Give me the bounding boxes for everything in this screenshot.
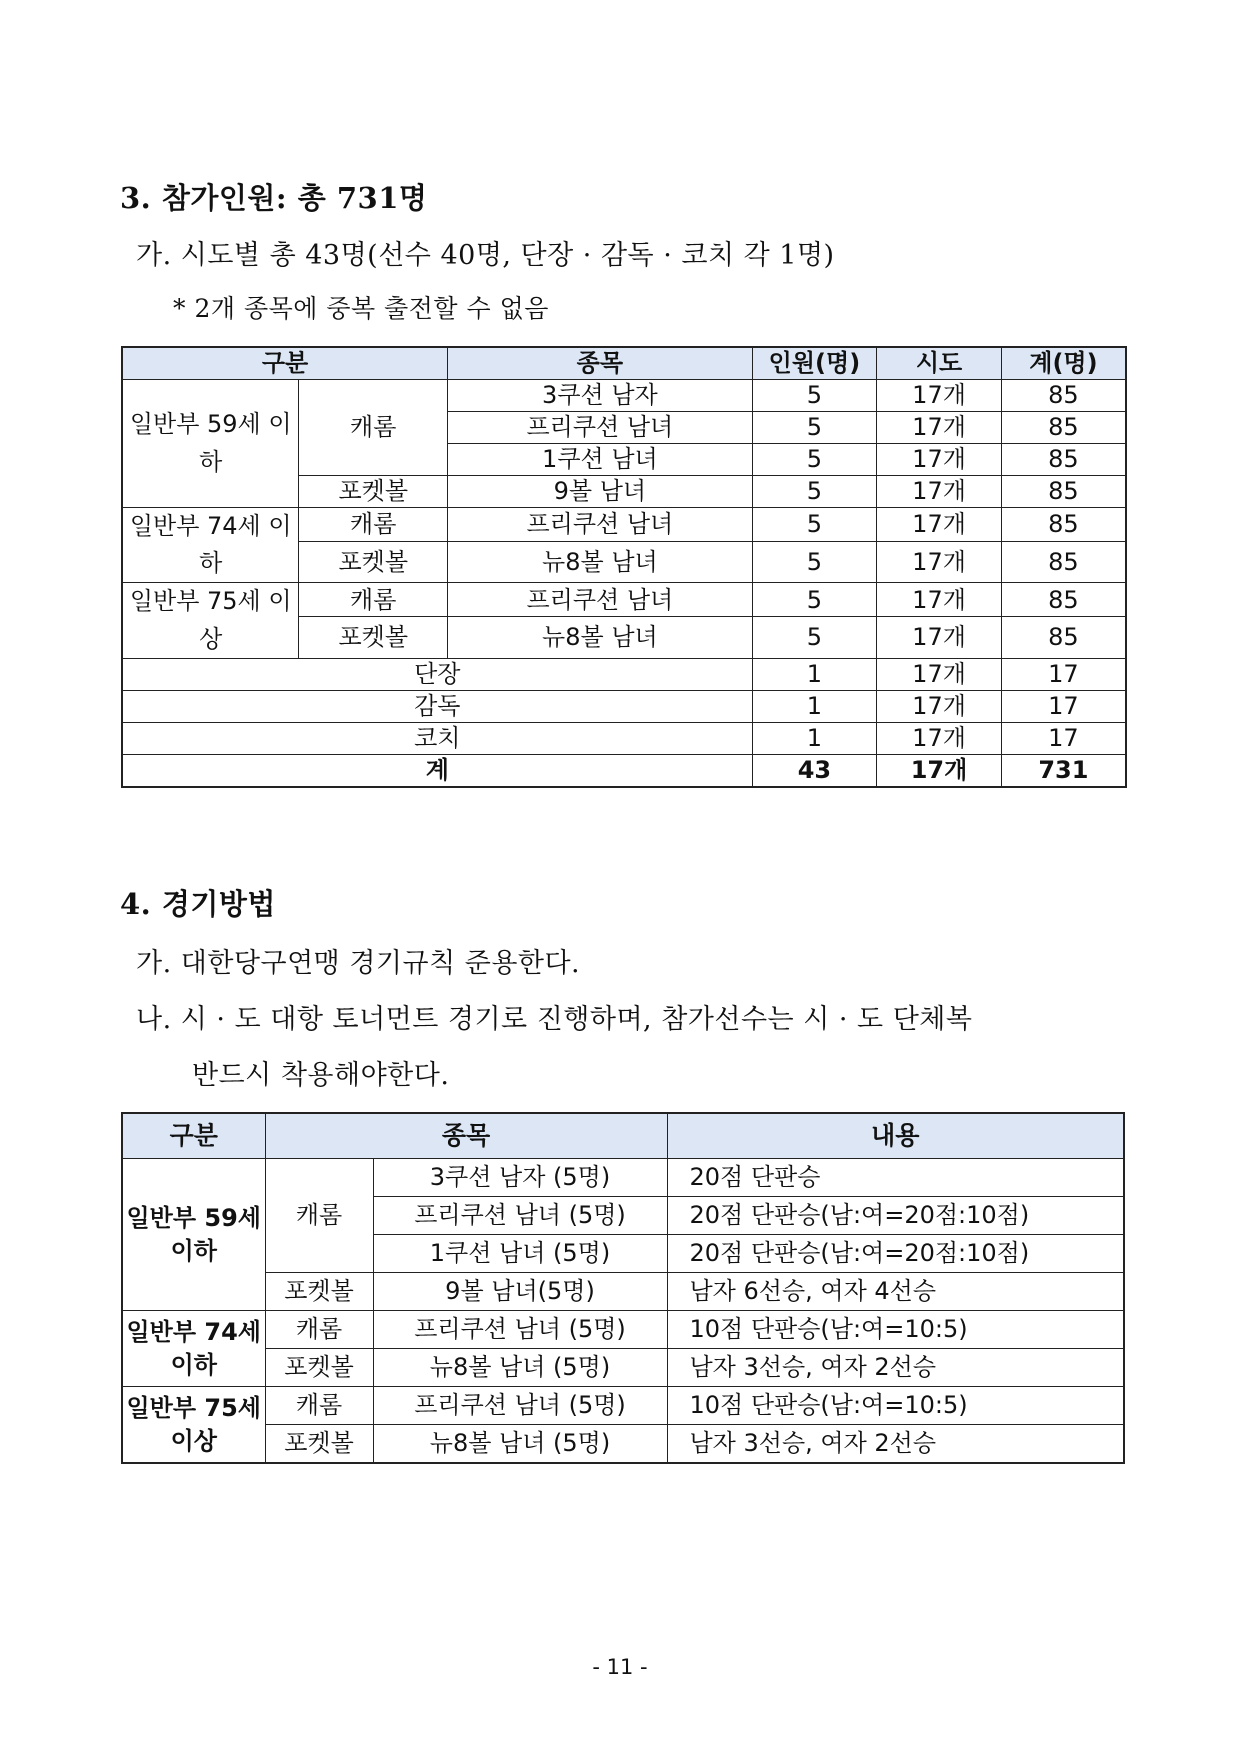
- event-cell: 9볼 남녀: [448, 476, 753, 508]
- group-cell: 일반부 75세 이상: [122, 583, 299, 658]
- sum-label-cell: 계: [122, 754, 752, 787]
- content-cell: 남자 6선승, 여자 4선승: [667, 1273, 1124, 1311]
- participants-table: [121, 346, 1127, 788]
- table-row: [122, 658, 1126, 690]
- section-3-heading: 3. 참가인원: 총 731명: [120, 181, 428, 215]
- staff-label-cell: 감독: [122, 690, 752, 722]
- category-cell: 포켓볼: [299, 476, 448, 508]
- header-people: 인원(명): [752, 347, 877, 380]
- group-cell: 일반부 59세 이하: [122, 1159, 265, 1311]
- header-content: 내용: [667, 1113, 1124, 1159]
- group-cell: 일반부 59세 이하: [122, 380, 299, 508]
- event-cell: 1쿠션 남녀 (5명): [373, 1235, 667, 1273]
- event-cell: 프리쿠션 남녀: [448, 508, 753, 542]
- table-row: [122, 1387, 1124, 1425]
- total-cell: 85: [1001, 617, 1126, 658]
- table-row: [122, 380, 1126, 412]
- event-cell: 뉴8볼 남녀 (5명): [373, 1349, 667, 1387]
- table-row: [122, 722, 1126, 754]
- event-cell: 뉴8볼 남녀: [448, 617, 753, 658]
- total-cell: 17: [1001, 690, 1126, 722]
- people-cell: 5: [752, 541, 877, 582]
- event-cell: 9볼 남녀(5명): [373, 1273, 667, 1311]
- sido-cell: 17개: [877, 722, 1002, 754]
- content-cell: 남자 3선승, 여자 2선승: [667, 1349, 1124, 1387]
- people-cell: 43: [752, 754, 877, 787]
- content-cell: 20점 단판승(남:여=20점:10점): [667, 1197, 1124, 1235]
- sido-cell: 17개: [877, 754, 1002, 787]
- category-cell: 캐롬: [265, 1387, 373, 1425]
- table-header-row: [122, 1113, 1124, 1159]
- section-4-item-na: 나. 시 · 도 대항 토너먼트 경기로 진행하며, 참가선수는 시 · 도 단체복: [136, 1004, 973, 1035]
- table-row: [122, 690, 1126, 722]
- category-cell: 캐롬: [299, 380, 448, 476]
- total-cell: 17: [1001, 658, 1126, 690]
- section-4-item-na-cont: 반드시 착용해야한다.: [192, 1060, 450, 1091]
- event-cell: 프리쿠션 남녀: [448, 412, 753, 444]
- sido-cell: 17개: [877, 380, 1002, 412]
- content-cell: 남자 3선승, 여자 2선승: [667, 1425, 1124, 1464]
- header-division: 구분: [122, 347, 448, 380]
- event-cell: 프리쿠션 남녀: [448, 583, 753, 617]
- content-cell: 20점 단판승(남:여=20점:10점): [667, 1235, 1124, 1273]
- staff-label-cell: 단장: [122, 658, 752, 690]
- total-cell: 85: [1001, 444, 1126, 476]
- header-total: 계(명): [1001, 347, 1126, 380]
- table-row: [122, 1311, 1124, 1349]
- sido-cell: 17개: [877, 508, 1002, 542]
- table-row: [122, 1159, 1124, 1197]
- group-cell: 일반부 74세 이하: [122, 508, 299, 583]
- group-cell: 일반부 75세 이상: [122, 1387, 265, 1464]
- category-cell: 포켓볼: [265, 1273, 373, 1311]
- total-cell: 731: [1001, 754, 1126, 787]
- total-cell: 85: [1001, 380, 1126, 412]
- people-cell: 1: [752, 690, 877, 722]
- header-division: 구분: [122, 1113, 265, 1159]
- header-event: 종목: [448, 347, 753, 380]
- content-cell: 20점 단판승: [667, 1159, 1124, 1197]
- match-method-table: [121, 1112, 1125, 1464]
- table-row: [122, 1425, 1124, 1464]
- event-cell: 3쿠션 남자: [448, 380, 753, 412]
- total-cell: 85: [1001, 583, 1126, 617]
- sido-cell: 17개: [877, 412, 1002, 444]
- category-cell: 포켓볼: [265, 1349, 373, 1387]
- people-cell: 5: [752, 583, 877, 617]
- event-cell: 프리쿠션 남녀 (5명): [373, 1311, 667, 1349]
- event-cell: 뉴8볼 남녀: [448, 541, 753, 582]
- people-cell: 1: [752, 658, 877, 690]
- section-3-item-ga: 가. 시도별 총 43명(선수 40명, 단장 · 감독 · 코치 각 1명): [136, 240, 835, 271]
- people-cell: 5: [752, 444, 877, 476]
- people-cell: 5: [752, 508, 877, 542]
- table-row: [122, 1273, 1124, 1311]
- category-cell: 캐롬: [299, 583, 448, 617]
- people-cell: 1: [752, 722, 877, 754]
- event-cell: 1쿠션 남녀: [448, 444, 753, 476]
- table-header-row: [122, 347, 1126, 380]
- content-cell: 10점 단판승(남:여=10:5): [667, 1387, 1124, 1425]
- category-cell: 포켓볼: [299, 617, 448, 658]
- sido-cell: 17개: [877, 690, 1002, 722]
- total-cell: 17: [1001, 722, 1126, 754]
- category-cell: 캐롬: [299, 508, 448, 542]
- header-event: 종목: [265, 1113, 667, 1159]
- section-4-item-ga: 가. 대한당구연맹 경기규칙 준용한다.: [136, 948, 581, 979]
- sido-cell: 17개: [877, 476, 1002, 508]
- people-cell: 5: [752, 412, 877, 444]
- page-number: - 11 -: [592, 1655, 648, 1679]
- sido-cell: 17개: [877, 444, 1002, 476]
- event-cell: 프리쿠션 남녀 (5명): [373, 1387, 667, 1425]
- category-cell: 포켓볼: [299, 541, 448, 582]
- people-cell: 5: [752, 476, 877, 508]
- sido-cell: 17개: [877, 583, 1002, 617]
- table-total-row: [122, 754, 1126, 787]
- table-row: [122, 583, 1126, 617]
- section-3-note: * 2개 종목에 중복 출전할 수 없음: [173, 294, 549, 323]
- total-cell: 85: [1001, 508, 1126, 542]
- event-cell: 뉴8볼 남녀 (5명): [373, 1425, 667, 1464]
- staff-label-cell: 코치: [122, 722, 752, 754]
- sido-cell: 17개: [877, 541, 1002, 582]
- people-cell: 5: [752, 380, 877, 412]
- category-cell: 캐롬: [265, 1311, 373, 1349]
- section-4-heading: 4. 경기방법: [120, 887, 276, 921]
- category-cell: 포켓볼: [265, 1425, 373, 1464]
- header-sido: 시도: [877, 347, 1002, 380]
- people-cell: 5: [752, 617, 877, 658]
- total-cell: 85: [1001, 476, 1126, 508]
- table-row: [122, 508, 1126, 542]
- group-cell: 일반부 74세 이하: [122, 1311, 265, 1387]
- category-cell: 캐롬: [265, 1159, 373, 1273]
- total-cell: 85: [1001, 412, 1126, 444]
- sido-cell: 17개: [877, 658, 1002, 690]
- event-cell: 프리쿠션 남녀 (5명): [373, 1197, 667, 1235]
- total-cell: 85: [1001, 541, 1126, 582]
- table-row: [122, 1349, 1124, 1387]
- sido-cell: 17개: [877, 617, 1002, 658]
- event-cell: 3쿠션 남자 (5명): [373, 1159, 667, 1197]
- content-cell: 10점 단판승(남:여=10:5): [667, 1311, 1124, 1349]
